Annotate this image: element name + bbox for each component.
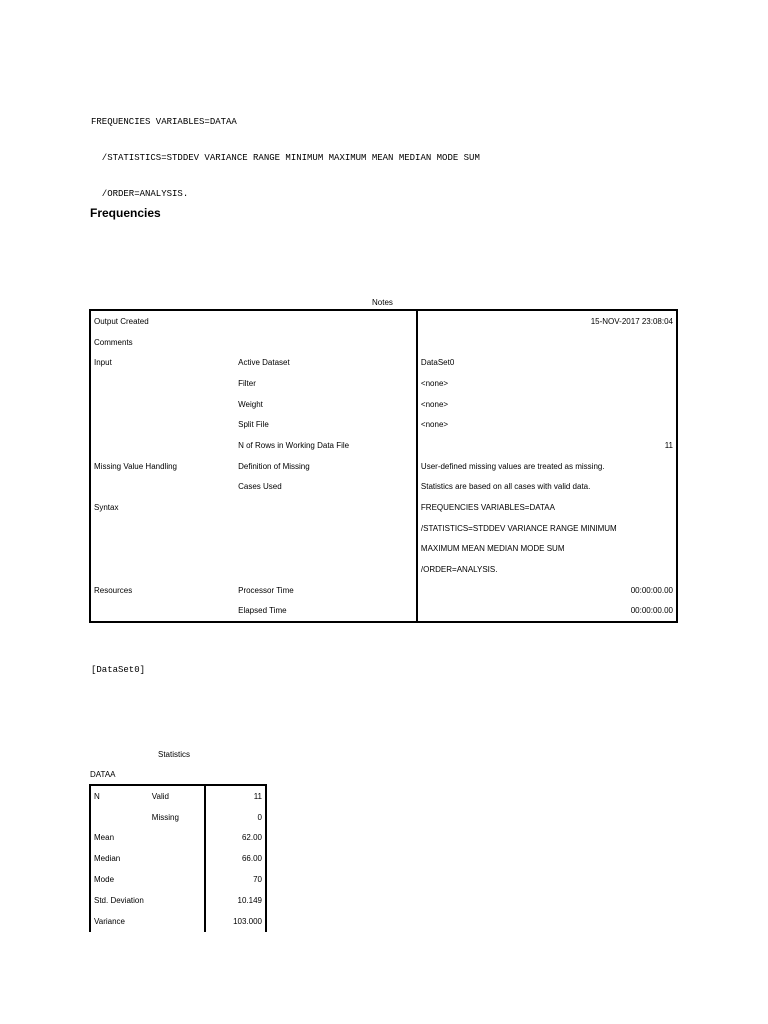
syntax-line: /STATISTICS=STDDEV VARIANCE RANGE MINIMUM MAXIMUM MEAN MEDIAN MODE SUM [91,153,480,163]
notes-row-sublabel: Split File [235,414,417,435]
syntax-line: /ORDER=ANALYSIS. [91,189,189,199]
notes-row-value: DataSet0 [420,358,455,368]
table-row [90,911,266,932]
notes-row-value: MAXIMUM MEAN MEDIAN MODE SUM [420,544,565,554]
table-row [90,848,266,869]
notes-row-value [417,332,677,353]
table-row [90,435,677,456]
notes-row-label [90,414,235,435]
notes-row-sublabel [235,559,417,580]
table-row [90,332,677,353]
notes-row-value: FREQUENCIES VARIABLES=DATAA [420,503,555,513]
notes-row-sublabel: N of Rows in Working Data File [235,435,417,456]
statistic-sublabel [149,869,206,890]
statistic-value: 62.00 [241,833,262,843]
notes-row-label: Input [94,358,112,368]
notes-row-sublabel: Filter [235,373,417,394]
page-title: Frequencies [90,206,161,220]
table-row [90,601,677,623]
notes-row-sublabel [235,518,417,539]
notes-row-value: 00:00:00.00 [630,606,673,616]
notes-row-sublabel [235,497,417,518]
notes-row-value: /ORDER=ANALYSIS. [420,565,498,575]
table-row [90,580,677,601]
notes-row-label: Comments [94,337,133,347]
notes-row-value: <none> [420,420,449,430]
notes-caption: Notes [372,298,393,307]
table-row [90,807,266,828]
statistic-sublabel: Valid [149,785,206,807]
table-row [90,477,677,498]
statistic-value: 0 [257,812,262,822]
statistic-value: 70 [253,875,262,885]
notes-row-value: 15-NOV-2017 23:08:04 [590,316,673,326]
table-row [90,414,677,435]
notes-row-sublabel [235,539,417,560]
notes-row-label: Missing Value Handling [94,461,178,471]
notes-row-label [90,435,235,456]
statistic-sublabel [149,890,206,911]
statistic-label: Mean [94,833,115,843]
notes-row-sublabel: Elapsed Time [235,601,417,623]
table-row [90,456,677,477]
table-row [90,890,266,911]
notes-row-label [90,559,235,580]
statistics-variable-label: DATAA [90,770,116,779]
statistic-label: Median [94,854,121,864]
table-row [90,869,266,890]
table-row [90,518,677,539]
syntax-line: FREQUENCIES VARIABLES=DATAA [91,117,237,127]
table-row [90,785,266,807]
notes-row-sublabel [235,332,417,353]
statistics-table [89,784,267,932]
notes-row-label [90,539,235,560]
notes-row-label [90,601,235,623]
notes-row-sublabel: Processor Time [235,580,417,601]
notes-row-sublabel: Cases Used [235,477,417,498]
table-row [90,539,677,560]
statistic-sublabel [149,848,206,869]
table-row [90,310,677,332]
notes-row-sublabel [235,310,417,332]
notes-row-value: <none> [420,378,449,388]
statistic-label [90,807,149,828]
statistic-label: Variance [94,916,125,926]
notes-row-label [90,373,235,394]
notes-table [89,309,678,623]
notes-row-sublabel: Definition of Missing [235,456,417,477]
table-row [90,559,677,580]
table-row [90,828,266,849]
statistic-value: 66.00 [241,854,262,864]
notes-row-value: <none> [420,399,449,409]
notes-row-value: Statistics are based on all cases with valid data. [420,482,591,492]
statistic-value: 11 [253,791,262,801]
table-row [90,373,677,394]
statistic-label: Mode [94,875,115,885]
statistic-sublabel: Missing [149,807,206,828]
notes-row-label [90,518,235,539]
table-row [90,497,677,518]
notes-row-value: /STATISTICS=STDDEV VARIANCE RANGE MINIMUM [420,523,617,533]
statistic-label: N [94,791,100,801]
notes-row-label [90,394,235,415]
notes-row-label: Syntax [94,503,119,513]
notes-row-sublabel: Active Dataset [235,352,417,373]
notes-row-sublabel: Weight [235,394,417,415]
table-row [90,352,677,373]
statistics-caption: Statistics [158,750,191,759]
notes-row-label [90,477,235,498]
notes-row-value: User-defined missing values are treated as missing. [420,461,605,471]
table-row [90,394,677,415]
syntax-block [91,92,480,212]
statistic-sublabel [149,828,206,849]
statistic-label: Std. Deviation [94,895,144,905]
dataset-label: [DataSet0] [91,665,146,675]
statistic-value: 10.149 [237,895,262,905]
statistic-sublabel [149,911,206,932]
notes-row-value: 11 [664,440,673,450]
statistic-value: 103.000 [233,916,262,926]
notes-row-label: Resources [94,585,133,595]
notes-row-value: 00:00:00.00 [630,585,673,595]
notes-row-label: Output Created [94,316,149,326]
